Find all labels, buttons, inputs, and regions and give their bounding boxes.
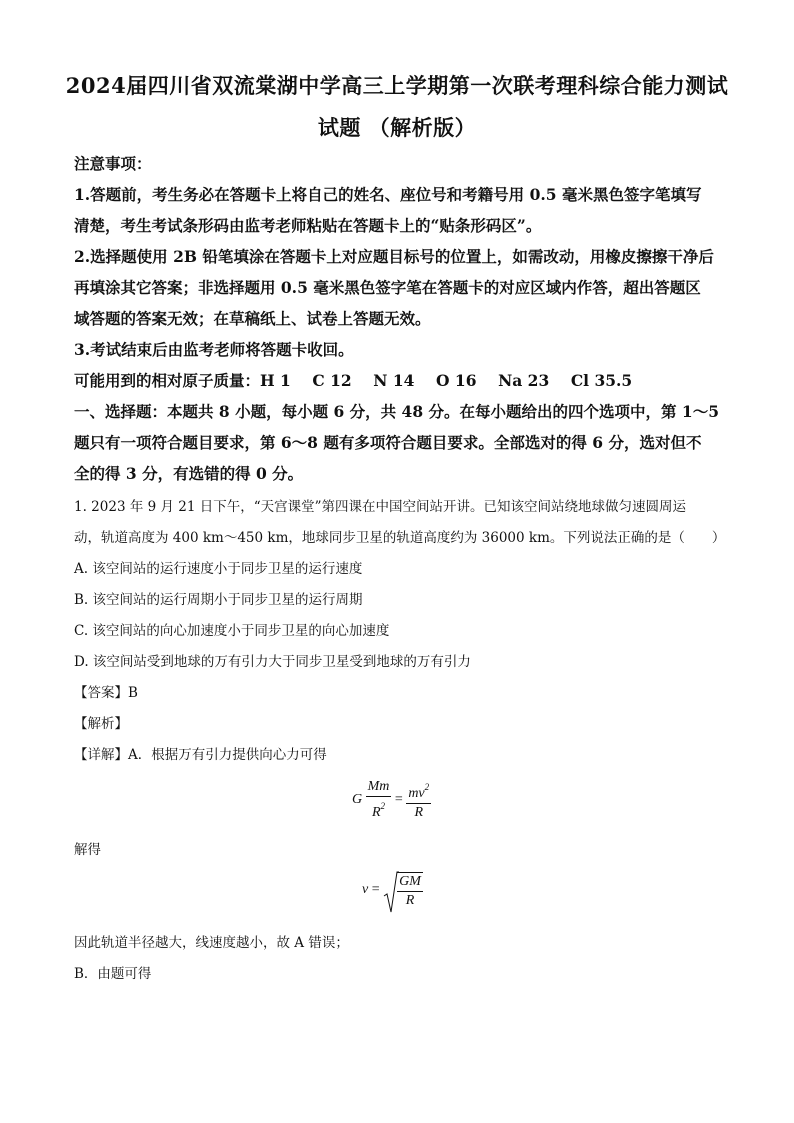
section1-line1: 一、选择题：本题共 8 小题，每小题 6 分，共 48 分。在每小题给出的四个选项中，第 1～5 [74,402,719,421]
question1-stem-line2: 动，轨道高度为 400 km～450 km，地球同步卫星的轨道高度约为 36000 km。下列说法正确的是（ ） [74,530,726,546]
formula-numerator-right [406,778,431,804]
notice-item1-line2: 清楚，考生考试条形码由监考老师粘贴在答题卡上的“贴条形码区”。 [74,216,542,235]
part-b-heading: B．由题可得 [74,966,152,982]
formula-sqrt-inner [397,872,423,910]
formula-fraction-left [366,778,392,822]
formula2-denominator: R [405,893,415,908]
atomic-masses: 可能用到的相对原子质量：H 1 C 12 N 14 O 16 Na 23 Cl 35.5 [74,371,633,390]
solve-label: 解得 [74,842,101,858]
notice-item2-line3: 域答题的答案无效；在草稿纸上、试卷上答题无效。 [74,309,431,328]
question1-analysis-heading: 【解析】 [74,716,128,732]
formula-velocity [362,870,423,910]
notice-item2-line2: 再填涂其它答案；非选择题用 0.5 毫米黑色签字笔在答题卡的对应区域内作答，超出答题区 [74,278,701,297]
formula-denominator-right: R [414,805,423,820]
section1-line3: 全的得 3 分，有选错的得 0 分。 [74,464,304,483]
formula-exponent-right: 2 [424,782,430,792]
question1-option-a: A. 该空间站的运行速度小于同步卫星的运行速度 [74,561,363,577]
formula-exponent-left: 2 [380,801,386,811]
formula-fraction-right [406,778,431,822]
notice-item3: 3.考试结束后由监考老师将答题卡收回。 [74,340,354,359]
question1-option-c: C. 该空间站的向心加速度小于同步卫星的向心加速度 [74,623,390,639]
notice-heading: 注意事项： [74,154,152,173]
formula-den-left-text: R [371,805,381,820]
formula-symbol-v: v [362,882,369,898]
radical-sign-icon [383,870,399,914]
formula2-equals: = [371,882,380,898]
question1-answer: 【答案】B [74,685,138,701]
document-title-line1: 2024届四川省双流棠湖中学高三上学期第一次联考理科综合能力测试 [65,73,729,98]
formula-denominator-left [366,797,392,822]
formula2-fraction [397,873,423,910]
section1-line2: 题只有一项符合题目要求，第 6～8 题有多项符合题目要求。全部选对的得 6 分，选对但不 [74,433,702,452]
formula-num-right-text: mv [408,786,425,801]
formula-symbol-g: G [352,792,363,808]
notice-item2-line1: 2.选择题使用 2B 铅笔填涂在答题卡上对应题目标号的位置上，如需改动，用橡皮擦擦干净后 [74,247,714,266]
question1-stem-line1: 1. 2023 年 9 月 21 日下午，“天宫课堂”第四课在中国空间站开讲。已知该空间站绕地球做匀速圆周运 [74,499,687,515]
formula-gravitation [352,778,431,822]
document-title-line2: 试题 （解析版） [317,115,477,140]
formula-sqrt [383,870,423,910]
formula-numerator-left: Mm [366,778,392,797]
conclusion-a: 因此轨道半径越大，线速度越小，故 A 错误； [74,935,349,951]
formula2-numerator: GM [397,873,423,892]
question1-option-d: D. 该空间站受到地球的万有引力大于同步卫星受到地球的万有引力 [74,654,471,670]
question1-option-b: B. 该空间站的运行周期小于同步卫星的运行周期 [74,592,363,608]
question1-detail: 【详解】A．根据万有引力提供向心力可得 [74,747,327,763]
formula-equals: = [394,792,403,808]
notice-item1-line1: 1.答题前，考生务必在答题卡上将自己的姓名、座位号和考籍号用 0.5 毫米黑色签字笔填写 [74,185,702,204]
